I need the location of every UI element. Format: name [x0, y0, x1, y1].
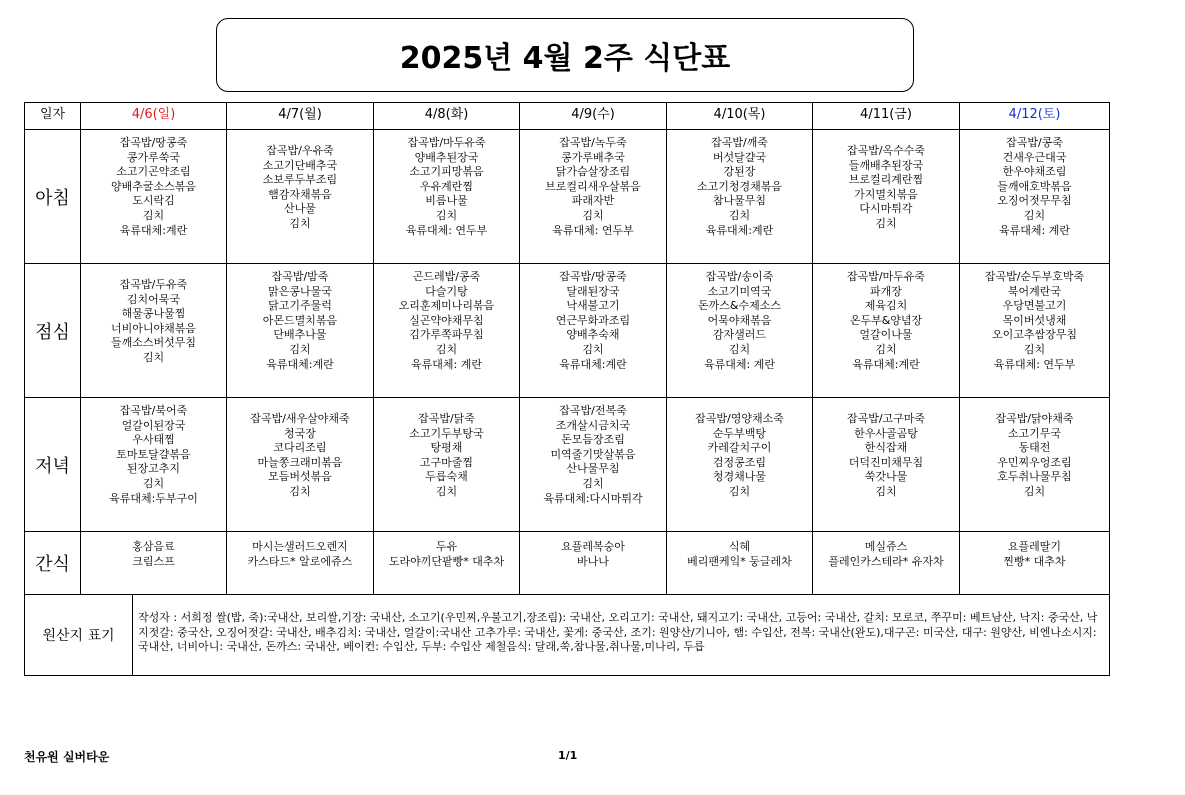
menu-item: 해물콩나물찜 [121, 307, 186, 321]
menu-cell [813, 398, 960, 532]
menu-item: 육류대체: 연두부 [405, 223, 488, 237]
menu-item: 잡곡밥/순두부호박죽 [984, 270, 1085, 283]
menu-item: 닭가슴살장조림 [555, 165, 631, 179]
menu-item: 북어계란국 [1007, 284, 1062, 298]
menu-item: 잡곡밥/북어죽 [119, 404, 188, 417]
meal-label-snack: 간식 [25, 532, 81, 595]
menu-item: 우유계란찜 [419, 179, 474, 193]
menu-cell [813, 264, 960, 398]
menu-item: 오리훈제미나리볶음 [398, 299, 495, 313]
menu-cell [667, 264, 813, 398]
day-header-thu: 4/10(목) [667, 103, 813, 130]
menu-item: 파개장 [870, 284, 902, 298]
menu-item: 김치 [435, 342, 458, 356]
menu-item: 돈까스&수제소스 [698, 299, 781, 313]
title-box [216, 18, 914, 92]
menu-item: 한우사골곰탕 [854, 426, 918, 440]
menu-item: 목이버섯냉채 [1002, 313, 1067, 327]
menu-item: 카레갈치구이 [707, 441, 772, 455]
menu-item: 산나물 [284, 202, 316, 216]
menu-item: 양배추숙채 [566, 328, 620, 342]
snack-item: 두유 [435, 540, 458, 553]
menu-item: 곤드레밥/콩죽 [412, 270, 481, 283]
menu-item: 브로컬리계란찜 [848, 173, 924, 187]
menu-item: 잡곡밥/녹두죽 [559, 136, 627, 149]
snack-cell [813, 532, 960, 595]
menu-item: 산나물무침 [566, 462, 620, 476]
menu-item: 잡곡밥/전복죽 [559, 404, 627, 417]
menu-item: 잡곡밥/깨죽 [711, 136, 768, 149]
snack-item: 홍삼음료 [132, 540, 175, 553]
menu-item: 김치 [1023, 484, 1046, 498]
snack-item: 바나나 [577, 554, 609, 568]
menu-item: 김치 [582, 342, 604, 356]
menu-item: 육류대체:계란 [705, 223, 774, 237]
menu-item: 육류대체:계란 [119, 223, 188, 237]
menu-item: 된장고추지 [126, 462, 181, 476]
menu-item: 제육김치 [864, 299, 908, 313]
menu-item: 김치 [142, 208, 165, 222]
menu-cell [81, 130, 227, 264]
menu-item: 소고기곤약조림 [116, 165, 191, 179]
menu-item: 모듬버섯볶음 [268, 470, 332, 484]
menu-item: 잡곡밥/옥수수죽 [846, 144, 926, 157]
menu-item: 양배추굴소스볶음 [110, 179, 196, 193]
menu-item: 김치 [142, 476, 165, 490]
menu-item: 김치 [728, 484, 751, 498]
menu-item: 우민찌우엉조림 [997, 455, 1072, 469]
menu-item: 양배추된장국 [414, 150, 479, 164]
menu-item: 김치 [1023, 208, 1046, 222]
menu-cell [374, 264, 520, 398]
menu-item: 비름나물 [425, 194, 468, 208]
menu-item: 청국장 [284, 426, 316, 440]
menu-item: 참나물무침 [712, 194, 767, 208]
menu-item: 잡곡밥/땅콩죽 [119, 136, 188, 149]
snack-item: 크림스프 [132, 554, 175, 568]
menu-item: 동태전 [1018, 441, 1051, 455]
snack-cell [960, 532, 1110, 595]
date-label: 일자 [25, 103, 81, 130]
day-header-fri: 4/11(금) [813, 103, 960, 130]
snack-item: 찐빵* 대추차 [1003, 554, 1066, 568]
snack-item: 메실쥬스 [864, 540, 908, 553]
menu-item: 콩가루쑥국 [126, 150, 181, 164]
menu-item: 버섯달걀국 [712, 150, 767, 164]
menu-item: 김가루쪽파무침 [409, 328, 484, 342]
menu-item: 온두부&양념장 [849, 313, 923, 327]
menu-cell [667, 130, 813, 264]
menu-item: 소고기청경채볶음 [696, 179, 782, 193]
menu-item: 마늘쫑크래미볶음 [257, 455, 343, 469]
menu-item: 토마토달걀볶음 [116, 447, 191, 461]
snack-cell [520, 532, 667, 595]
snack-row [25, 532, 1110, 595]
menu-item: 너비아니야채볶음 [110, 321, 196, 335]
menu-item: 잡곡밥/땅콩죽 [559, 270, 627, 283]
footer-org: 천유원 실버타운 [24, 750, 110, 764]
menu-item: 잡곡밥/닭야채죽 [995, 412, 1074, 425]
menu-item: 김치 [875, 484, 897, 498]
menu-item: 다슬기탕 [425, 284, 468, 298]
menu-item: 단배추나물 [273, 328, 327, 342]
day-header-tue: 4/8(화) [374, 103, 520, 130]
menu-item: 검정콩조림 [712, 455, 767, 469]
menu-item: 아몬드멸치볶음 [262, 313, 338, 327]
menu-cell [960, 130, 1110, 264]
snack-cell [667, 532, 813, 595]
menu-cell [374, 130, 520, 264]
menu-item: 김치 [582, 476, 604, 490]
menu-item: 육류대체:계란 [559, 357, 627, 371]
menu-item: 햄감자채볶음 [268, 187, 332, 201]
menu-item: 우당면불고기 [1002, 299, 1067, 313]
menu-item: 김치 [1023, 342, 1046, 356]
menu-cell [667, 398, 813, 532]
menu-item: 오이고추쌈장무침 [991, 328, 1077, 342]
day-header-sun: 4/6(일) [81, 103, 227, 130]
menu-item: 육류대체: 계란 [704, 357, 775, 371]
menu-cell [520, 130, 667, 264]
menu-item: 잡곡밥/두유죽 [119, 278, 188, 291]
dinner-row [25, 398, 1110, 532]
menu-item: 육류대체:다시마튀각 [543, 491, 643, 505]
menu-item: 육류대체:두부구이 [109, 491, 198, 505]
menu-item: 김치 [289, 484, 311, 498]
menu-item: 김치 [875, 342, 897, 356]
menu-item: 미역줄기맛살볶음 [550, 447, 636, 461]
menu-item: 오징어젓무무침 [997, 194, 1072, 208]
menu-item: 브로컬리새우살볶음 [545, 179, 641, 193]
snack-item: 요플레딸기 [1007, 540, 1062, 553]
menu-item: 도시락김 [132, 194, 175, 208]
day-header-sat: 4/12(토) [960, 103, 1110, 130]
menu-item: 잡곡밥/콩죽 [1006, 136, 1063, 149]
menu-item: 감자샐러드 [712, 328, 767, 342]
day-header-wed: 4/9(수) [520, 103, 667, 130]
menu-table [24, 102, 1110, 676]
menu-item: 다시마튀각 [859, 202, 913, 216]
menu-item: 두릅숙채 [425, 470, 468, 484]
menu-item: 육류대체: 연두부 [993, 357, 1076, 371]
menu-item: 김치어묵국 [126, 292, 181, 306]
menu-cell [227, 130, 374, 264]
menu-item: 탕평채 [430, 441, 463, 455]
menu-item: 호두취나물무침 [997, 470, 1072, 484]
menu-cell [520, 398, 667, 532]
snack-item: 플레인카스테라* 유자차 [828, 554, 944, 568]
menu-item: 육류대체: 계란 [411, 357, 482, 371]
meal-label-dinner: 저녁 [25, 398, 81, 532]
menu-item: 닭고기주물럭 [268, 299, 332, 313]
menu-item: 어묵야채볶음 [707, 313, 772, 327]
menu-cell [960, 264, 1110, 398]
meal-label-breakfast: 아침 [25, 130, 81, 264]
snack-item: 베리팬케잌* 둥글레차 [687, 554, 792, 568]
origin-row [25, 595, 1110, 676]
origin-text: 작성자 : 서희정 쌀(밥, 죽):국내산, 보리쌀,기장: 국내산, 소고기(우민찌,우불고기,장조림): 국내산, 오리고기: 국내산, 돼지고기: 국내산, 고등어: 국내산, 갈치: 모로코, 쭈꾸미: 베트남산, 낙지: 중국산, 낙지젓갈: 중국산, 오징어젓갈: 국내산, 배추김치: 국내산, 얼갈이:국내산 고추가루: 국내산, 꽃게: 중국산, 조기: 원양산/기니아, 햄: 수입산, 전복: 국내산(완도),대구곤: 미국산, 대구: 원양산, 비엔나소시지: 국내산, 너비아니: 국내산, 돈까스: 국내산, 베이컨: 수입산, 두부: 수입산 제철음식: 달래,쑥,참나물,취나물,미나리, 두릅 [138, 611, 1098, 654]
menu-item: 청경채나물 [712, 470, 767, 484]
menu-cell [81, 264, 227, 398]
menu-item: 돈모듬장조림 [561, 433, 625, 447]
menu-item: 소고기피망볶음 [409, 165, 484, 179]
menu-item: 한우야채조림 [1002, 165, 1067, 179]
menu-item: 들깨배추된장국 [848, 158, 924, 172]
menu-item: 조개살시금치국 [555, 418, 631, 432]
menu-item: 한식잡채 [864, 441, 908, 455]
menu-item: 소고기두부탕국 [409, 426, 484, 440]
menu-item: 김치 [728, 208, 751, 222]
snack-item: 마시는샐러드오렌지 [252, 540, 348, 553]
menu-item: 맑은콩나물국 [268, 284, 332, 298]
menu-cell [227, 398, 374, 532]
snack-cell [227, 532, 374, 595]
menu-item: 소고기무국 [1007, 426, 1062, 440]
menu-item: 낙새불고기 [566, 299, 620, 313]
menu-item: 잡곡밥/고구마죽 [846, 412, 926, 425]
menu-item: 고구마줄찜 [419, 455, 474, 469]
menu-cell [960, 398, 1110, 532]
menu-item: 소보루두부조림 [262, 173, 338, 187]
lunch-row [25, 264, 1110, 398]
menu-item: 육류대체: 연두부 [552, 223, 634, 237]
menu-item: 김치 [728, 342, 751, 356]
menu-item: 김치 [875, 216, 897, 230]
menu-item: 육류대체:계란 [852, 357, 920, 371]
snack-item: 카스타드* 알로에쥬스 [247, 554, 353, 568]
menu-item: 김치 [435, 208, 458, 222]
menu-item: 순두부백탕 [712, 426, 767, 440]
menu-item: 코다리조림 [273, 441, 327, 455]
menu-item: 육류대체: 계란 [999, 223, 1070, 237]
menu-item: 쑥갓나물 [864, 470, 908, 484]
snack-item: 도라야끼단팥빵* 대추차 [388, 554, 505, 568]
menu-item: 잡곡밥/새우살야채죽 [250, 412, 350, 425]
menu-item: 달래된장국 [566, 284, 620, 298]
menu-item: 들깨소스버섯무침 [110, 336, 196, 350]
menu-item: 강된장 [723, 165, 756, 179]
menu-item: 가지멸치볶음 [854, 187, 918, 201]
menu-item: 콩가루배추국 [561, 150, 625, 164]
page-title: 2025년 4월 2주 식단표 [399, 41, 731, 76]
menu-item: 육류대체:계란 [266, 357, 334, 371]
menu-item: 얼갈이나물 [859, 328, 913, 342]
menu-item: 잡곡밥/영양채소죽 [695, 412, 784, 425]
snack-item: 식혜 [728, 540, 751, 553]
menu-item: 들깨애호박볶음 [997, 179, 1072, 193]
menu-item: 잡곡밥/닭죽 [418, 412, 475, 425]
menu-item: 실곤약야채무침 [409, 313, 484, 327]
snack-item: 요플레복숭아 [561, 540, 625, 553]
footer-page-number: 1/1 [558, 749, 578, 762]
menu-item: 연근무화과조림 [555, 313, 631, 327]
origin-label: 원산지 표기 [25, 595, 133, 675]
menu-item: 건새우근대국 [1002, 150, 1067, 164]
menu-item: 얼갈이된장국 [121, 418, 186, 432]
menu-item: 김치 [289, 216, 311, 230]
day-header-mon: 4/7(월) [227, 103, 374, 130]
menu-item: 김치 [142, 350, 165, 364]
menu-item: 김치 [289, 342, 311, 356]
menu-item: 소고기미역국 [707, 284, 772, 298]
menu-item: 소고기단배추국 [262, 158, 338, 172]
snack-cell [81, 532, 227, 595]
header-row [25, 103, 1110, 130]
menu-item: 잡곡밥/마두유죽 [846, 270, 926, 283]
menu-item: 우사태찜 [132, 433, 175, 447]
menu-item: 잡곡밥/밤죽 [271, 270, 329, 283]
menu-item: 잡곡밥/마두유죽 [407, 136, 486, 149]
menu-cell [520, 264, 667, 398]
menu-item: 김치 [582, 208, 604, 222]
meal-label-lunch: 점심 [25, 264, 81, 398]
menu-cell [227, 264, 374, 398]
menu-cell [374, 398, 520, 532]
menu-cell [813, 130, 960, 264]
menu-item: 김치 [435, 484, 458, 498]
menu-item: 잡곡밥/우유죽 [266, 144, 334, 157]
menu-cell [81, 398, 227, 532]
snack-cell [374, 532, 520, 595]
breakfast-row [25, 130, 1110, 264]
menu-item: 더덕진미채무침 [848, 455, 924, 469]
menu-item: 잡곡밥/송이죽 [705, 270, 774, 283]
menu-item: 파래자반 [571, 194, 615, 208]
